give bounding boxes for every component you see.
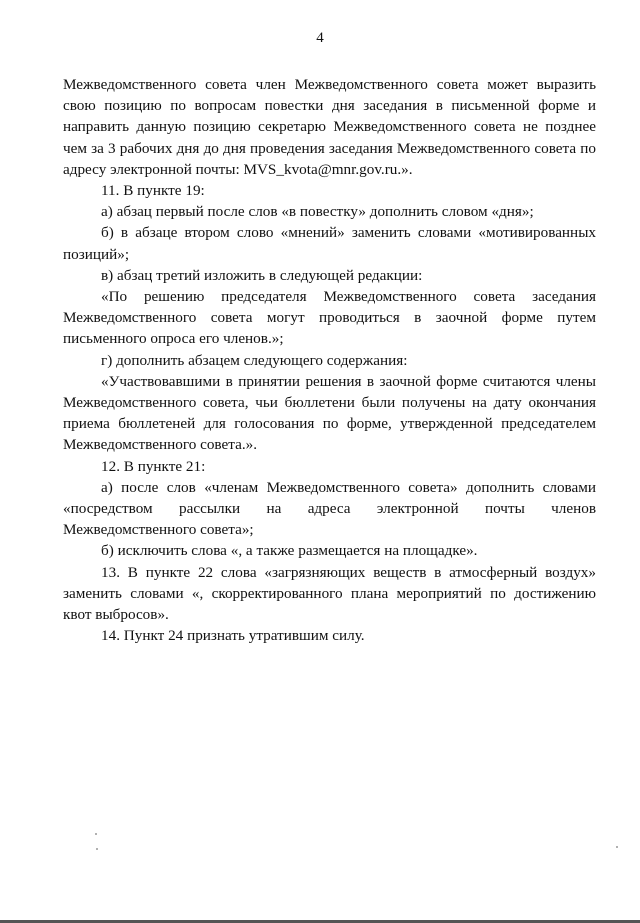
paragraph-item-12a: а) после слов «членам Межведомственного совета» дополнить словами «посредством рассылки на адреса электронной почты членов Межведомственного совета»; (63, 478, 596, 539)
scan-speck (95, 833, 97, 835)
paragraph-quote-11v: «По решению председателя Межведомственного совета заседания Межведомственного совета могут проводиться в заочной форме путем письменного опроса его членов.»; (63, 288, 596, 348)
paragraph-quote-11g: «Участвовавшими в принятии решения в заочной форме считаются члены Межведомственного совета, чьи бюллетени были получены на дату окончания приема бюллетеней для голосования по форме, утвержденной председателем Межведомственного совета.». (63, 372, 596, 454)
paragraph-item-12b: б) исключить слова «, а также размещается на площадке». (101, 542, 478, 560)
paragraph-item-11v: в) абзац третий изложить в следующей редакции: (101, 266, 423, 284)
paragraph-item-11a: а) абзац первый после слов «в повестку» дополнить словом «дня»; (101, 203, 534, 221)
document-body (63, 74, 596, 646)
paragraph-item-11: 11. В пункте 19: (101, 182, 205, 200)
paragraph-item-13: 13. В пункте 22 слова «загрязняющих веществ в атмосферный воздух» заменить словами «, скорректированного плана мероприятий по достижению квот выбросов». (63, 563, 596, 624)
paragraph-continuation: Межведомственного совета член Межведомственного совета может выразить свою позицию по вопросам повестки дня заседания в письменной форме и направить данную позицию секретарю Межведомственного совета не позднее чем за 3 рабочих дня до дня проведения заседания Межведомственного совета по адресу электронной почты: MVS_kvota@mnr.gov.ru.». (63, 76, 596, 178)
paragraph-item-12: 12. В пункте 21: (101, 457, 206, 475)
paragraph-item-11g: г) дополнить абзацем следующего содержания: (101, 351, 408, 369)
paragraph-item-14: 14. Пункт 24 признать утратившим силу. (101, 627, 365, 645)
page-number: 4 (316, 30, 324, 46)
scan-speck (616, 846, 618, 848)
scan-speck (96, 848, 98, 850)
paragraph-item-11b: б) в абзаце втором слово «мнений» заменить словами «мотивированных позиций»; (63, 224, 596, 263)
